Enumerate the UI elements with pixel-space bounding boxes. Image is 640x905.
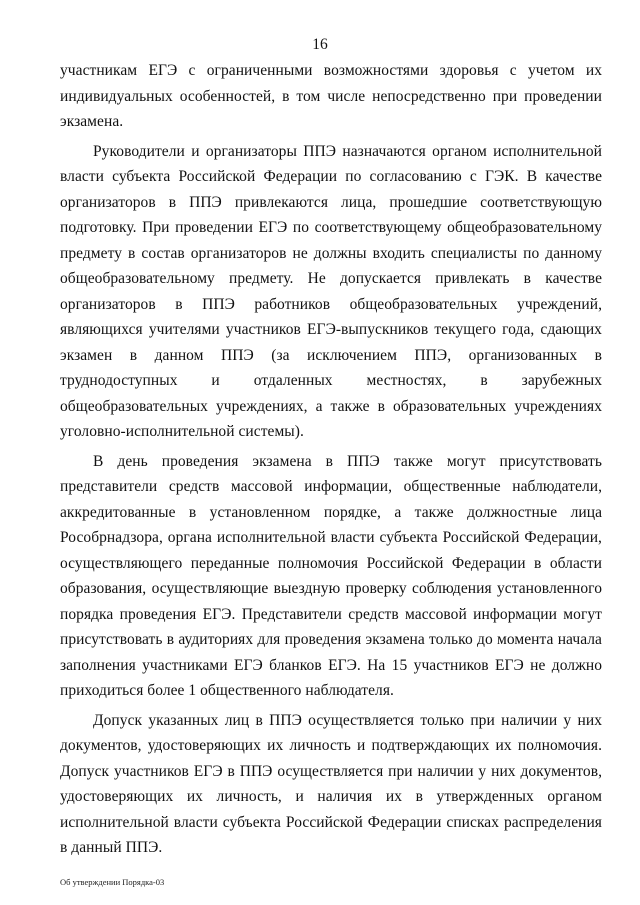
page-number: 16 — [312, 36, 328, 53]
paragraph-admission: Допуск указанных лиц в ППЭ осуществляется только при наличии у них документов, удостоверяющих их личность и подтверждающих их полномочия. Допуск участников ЕГЭ в ППЭ осуществляется при наличии у них документов, удостоверяющих их личность, и наличия их в утвержденных органом исполнительной власти субъекта Российской Федерации списках распределения в данный ППЭ. — [60, 711, 602, 856]
paragraph-continuation: участникам ЕГЭ с ограниченными возможностями здоровья с учетом их индивидуальных особенностей, в том числе непосредственно при проведении экзамена. — [60, 62, 602, 130]
document-body — [60, 58, 602, 861]
paragraph-observers: В день проведения экзамена в ППЭ также могут присутствовать представители средств массовой информации, общественные наблюдатели, аккредитованные в установленном порядке, а также должностные лица Рособрнадзора, органа исполнительной власти субъекта Российской Федерации, осуществляющего переданные полномочия Российской Федерации в области образования, осуществляющие выездную проверку соблюдения установленного порядка проведения ЕГЭ. Представители средств массовой информации могут присутствовать в аудиториях для проведения экзамена только до момента начала заполнения участниками ЕГЭ бланков ЕГЭ. На 15 участников ЕГЭ не должно приходиться более 1 общественного наблюдателя. — [60, 452, 602, 699]
footer-note: Об утверждении Порядка-03 — [60, 877, 165, 887]
paragraph-organizers: Руководители и организаторы ППЭ назначаются органом исполнительной власти субъекта Российской Федерации по согласованию с ГЭК. В качестве организаторов в ППЭ привлекаются лица, прошедшие соответствующую подготовку. При проведении ЕГЭ по соответствующему общеобразовательному предмету в состав организаторов не должны входить специалисты по данному общеобразовательному предмету. Не допускается привлекать в качестве организаторов в ППЭ работников общеобразовательных учреждений, являющихся учителями участников ЕГЭ-выпускников текущего года, сдающих экзамен в данном ППЭ (за исключением ППЭ, организованных в труднодоступных и отдаленных местностях, в зарубежных общеобразовательных учреждениях, а также в образовательных учреждениях уголовно-исполнительной системы). — [60, 142, 602, 440]
